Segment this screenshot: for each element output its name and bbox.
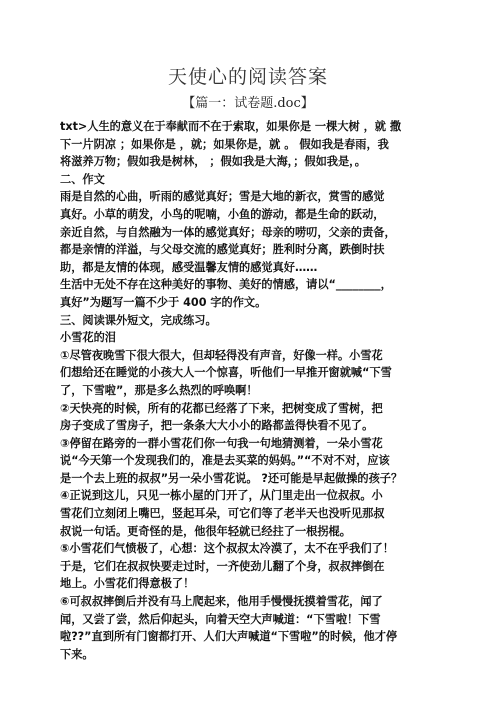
document-body: [60, 118, 444, 663]
text-line: 下一片阴凉 ；如果你是 ，就；如果你是，就 。 假如我是春雨，我: [60, 137, 389, 151]
text-line: 助，都是友情的体现，感受温馨友情的感觉真好……: [60, 260, 318, 274]
text-line: 闻，又尝了尝，然后仰起头，向着天空大声喊道：“下雪啦！下雪: [60, 612, 381, 626]
text-line: 雨是自然的心曲，听雨的感觉真好；雪是大地的新衣，赏雪的感觉: [60, 190, 385, 204]
text-line: 是一个去上班的叔叔”另一朵小雪花说。 ?还可能是早起做操的孩子？: [60, 471, 403, 485]
text-line: ⑥可叔叔摔倒后并没有马上爬起来，他用手慢慢抚摸着雪花，闻了: [60, 595, 383, 609]
text-line: 们想给还在睡觉的小孩大人一个惊喜，听他们一早推开窗就喊“下雪: [60, 366, 392, 380]
text-line: 生活中无处不存在这种美好的事物、美好的情感，请以“________，: [60, 278, 392, 292]
text-line: 地上。小雪花们得意极了！: [60, 577, 195, 591]
text-line: 叔说一句话。更奇怪的是，他很年轻就已经拄了一根拐棍。: [60, 524, 351, 538]
text-line: txt>人生的意义在于奉献而不在于索取，如果你是 一棵大树 ，就 撒: [60, 120, 402, 133]
text-line: 都是亲情的洋溢，与父母交流的感觉真好；胜利时分离，跌倒时扶: [60, 243, 385, 257]
text-line: 小雪花的泪: [60, 331, 116, 345]
text-line: 真好”为题写一篇不少于 400 字的作文。: [60, 295, 267, 309]
text-line: 雪花们立刻闭上嘴巴，竖起耳朵，可它们等了老半天也没听见那叔: [60, 507, 385, 521]
text-line: 于是，它们在叔叔快要走过时，一齐使劲儿翻了个身，叔叔摔倒在: [60, 559, 385, 573]
text-line: ①尽管夜晚雪下很大很大，但却轻得没有声音，好像一样。小雪花: [60, 348, 383, 362]
text-line: 真好。小草的萌发，小鸟的呢喃，小鱼的游动，都是生命的跃动，: [60, 207, 385, 221]
text-line: 三、阅读课外短文，完成练习。: [60, 313, 217, 327]
text-line: 二、作文: [60, 172, 105, 186]
text-line: 房子变成了雪房子，把一条条大大小小的路都盖得快看不见了。: [60, 419, 374, 433]
text-line: 了，下雪啦”，那是多么热烈的呼唤啊！: [60, 383, 258, 397]
text-line: ⑤小雪花们气愤极了，心想：这个叔叔太冷漠了，太不在乎我们了！: [60, 542, 394, 556]
text-line: 啦??”直到所有门窗都打开、人们大声喊道“下雪啦”的时候，他才停: [60, 630, 398, 644]
document-title: 天使心的阅读答案: [167, 66, 328, 88]
text-line: 下来。: [60, 647, 94, 661]
text-line: 说“今天第一个发现我们的，准是去买菜的妈妈。”“不对不对，应该: [60, 454, 390, 468]
text-line: ③停留在路旁的一群小雪花们你一句我一句地猜测着，一朵小雪花: [60, 436, 383, 450]
text-line: ②天快亮的时候，所有的花都已经落了下来，把树变成了雪树，把: [60, 401, 383, 415]
text-line: 亲近自然，与自然融为一体的感觉真好；母亲的唠叨，父亲的责备，: [60, 225, 396, 239]
text-line: 将滋养万物；假如我是树林， ；假如我是大海，；假如我是，。: [60, 155, 366, 169]
text-line: ④正说到这儿，只见一栋小屋的门开了，从门里走出一位叔叔。小: [60, 489, 383, 503]
document-subtitle: 【篇一：试卷题.doc】: [182, 96, 314, 111]
